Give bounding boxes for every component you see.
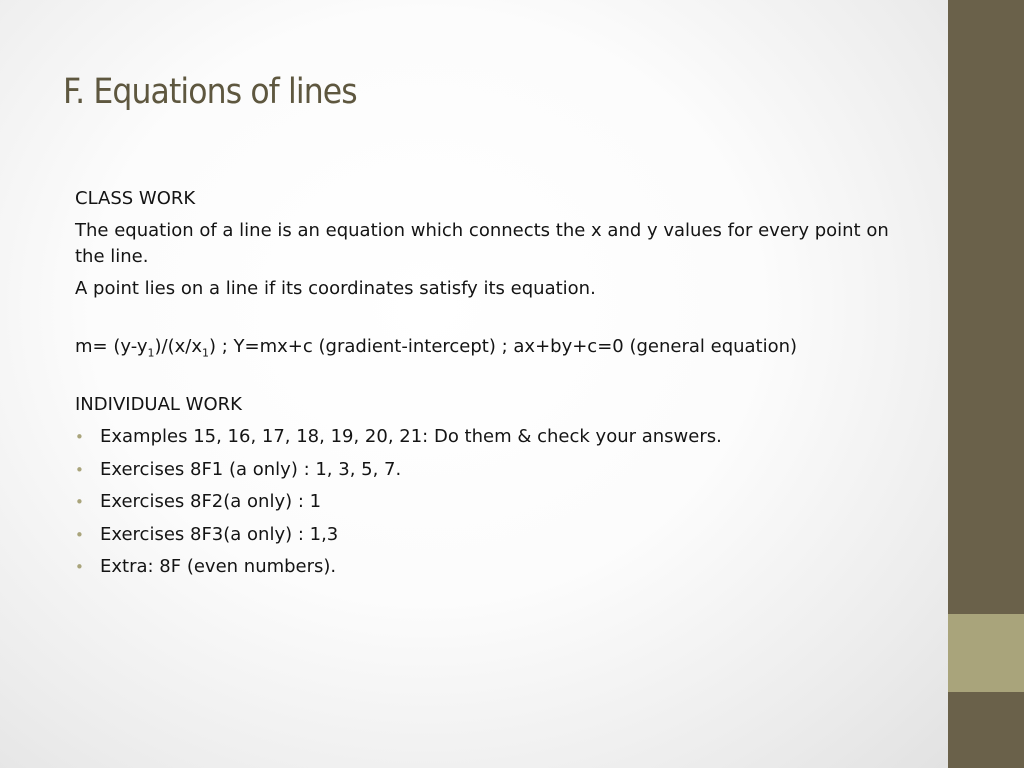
list-item-text: Exercises 8F3(a only) : 1,3 — [100, 523, 339, 545]
slide-body — [75, 186, 905, 587]
slide-title: F. Equations of lines — [63, 72, 357, 112]
list-item-text: Exercises 8F1 (a only) : 1, 3, 5, 7. — [100, 458, 402, 480]
class-work-heading: CLASS WORK — [75, 188, 196, 209]
individual-work-heading: INDIVIDUAL WORK — [75, 394, 242, 415]
list-item — [75, 457, 905, 483]
bullet-icon: • — [75, 558, 84, 576]
list-item — [75, 522, 905, 548]
list-item — [75, 424, 905, 450]
spacer — [75, 308, 905, 334]
list-item-text: Exercises 8F2(a only) : 1 — [100, 491, 322, 512]
formula-subscript-2: 1 — [202, 346, 210, 360]
assignment-list — [75, 424, 905, 580]
list-item — [75, 489, 905, 515]
formula-subscript-1: 1 — [147, 346, 155, 360]
list-item-text: Examples 15, 16, 17, 18, 19, 20, 21: Do them & check your answers. — [100, 426, 722, 447]
formula-part-1: m= (y-y — [75, 336, 148, 357]
formula-part-2: )/(x/x — [154, 336, 203, 357]
point-on-line-paragraph: A point lies on a line if its coordinates satisfy its equation. — [75, 278, 596, 299]
list-item — [75, 554, 905, 580]
bullet-icon: • — [75, 428, 84, 446]
definition-paragraph: The equation of a line is an equation which connects the x and y values for every point on the line. — [75, 220, 889, 267]
bullet-icon: • — [75, 493, 84, 511]
decorative-side-accent — [948, 614, 1024, 692]
spacer — [75, 366, 905, 392]
bullet-icon: • — [75, 525, 84, 544]
formula-part-3: ) ; Y=mx+c (gradient-intercept) ; ax+by+c=0 (general equation) — [209, 336, 798, 357]
list-item-text: Extra: 8F (even numbers). — [100, 556, 337, 577]
formula-line — [75, 334, 905, 360]
bullet-icon: • — [75, 460, 84, 479]
